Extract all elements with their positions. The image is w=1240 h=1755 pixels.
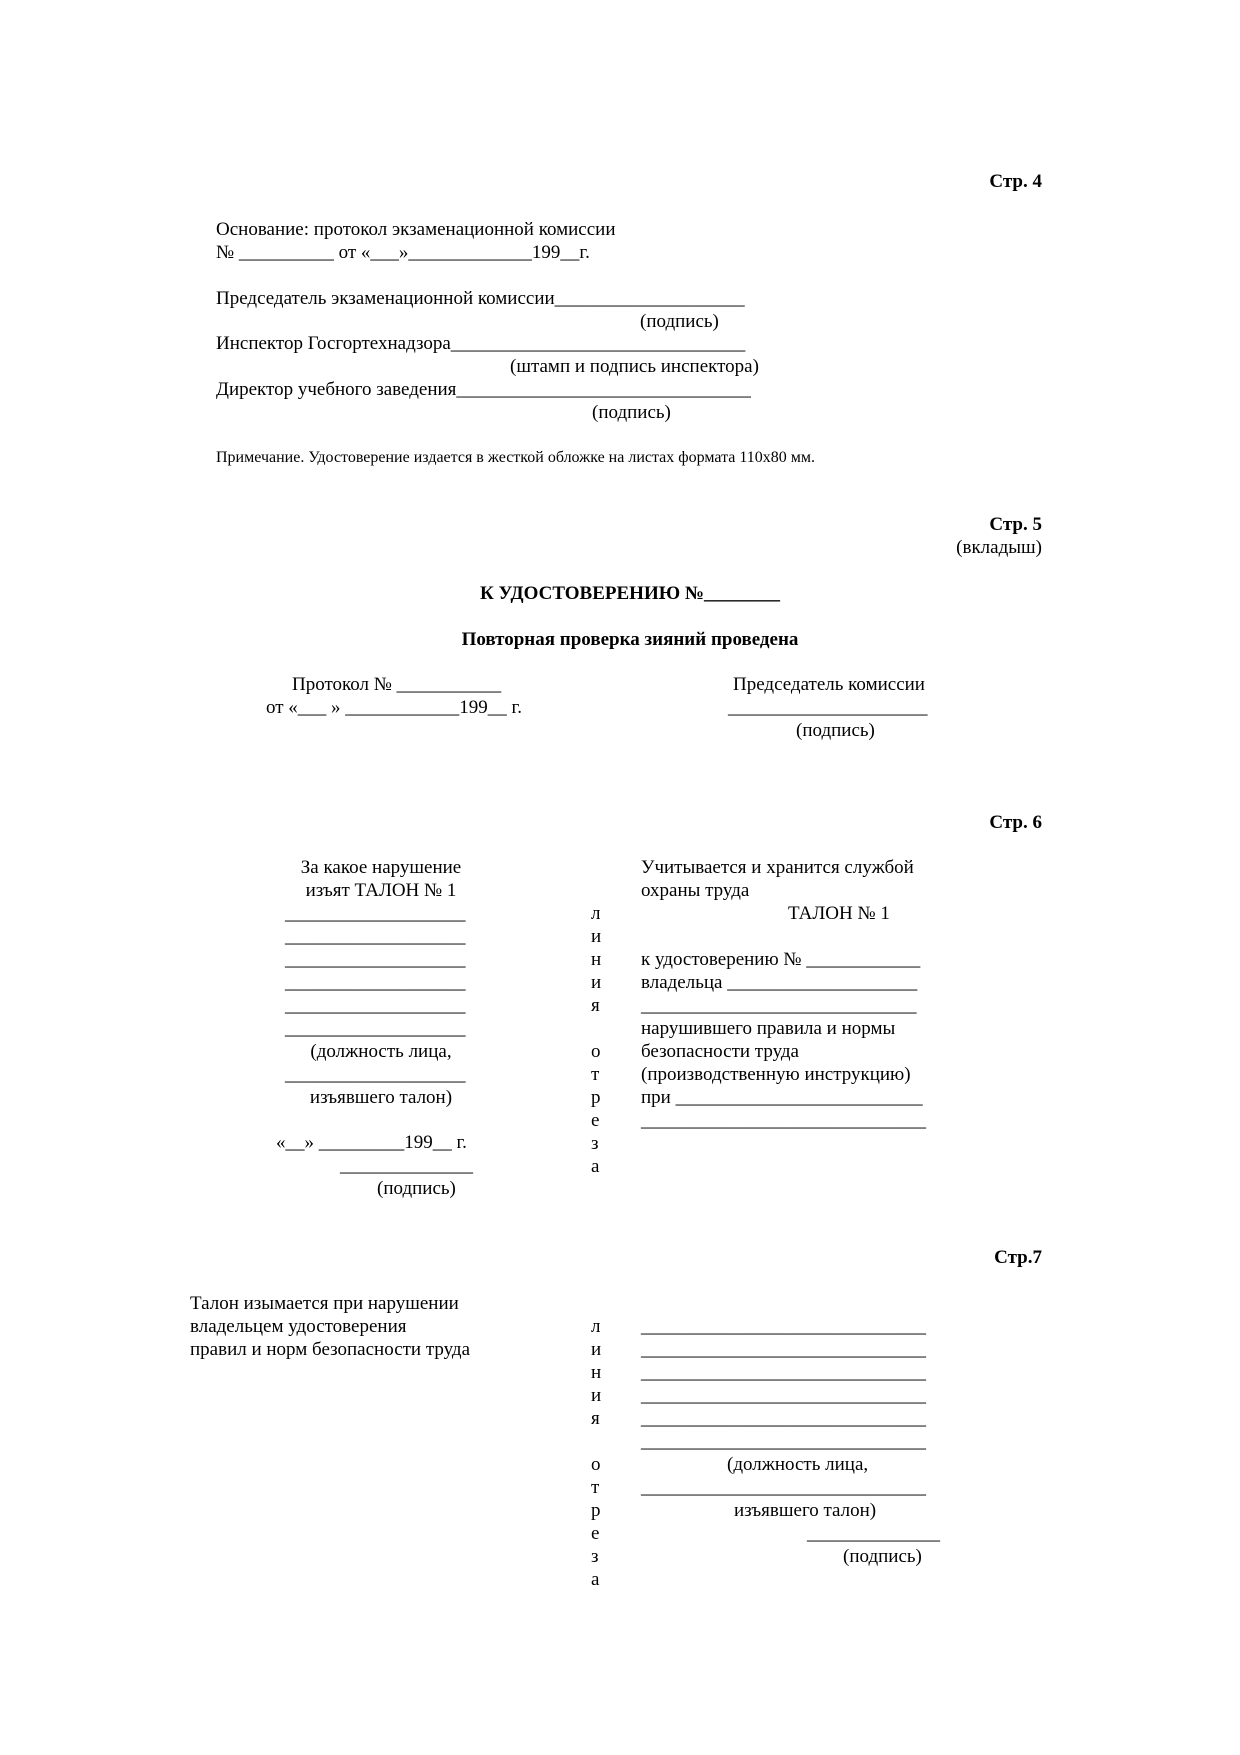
page5-subheading: (вкладыш) — [956, 537, 1042, 558]
cut-line-marker — [591, 1315, 611, 1591]
page4-heading: Стр. 4 — [989, 171, 1042, 192]
page7-right-blank: ______________________________ — [641, 1385, 926, 1406]
talon-left-blank: ___________________ — [285, 926, 466, 947]
page7-right-blank: ______________________________ — [641, 1362, 926, 1383]
cut-letter: з — [591, 1546, 599, 1567]
talon-left-blank: ___________________ — [285, 1064, 466, 1085]
cut-letter: р — [591, 1500, 601, 1521]
cut-letter: а — [591, 1569, 600, 1590]
page7-right-sign-line: ______________ — [807, 1523, 940, 1544]
page7-right-caption-1: (должность лица, — [727, 1454, 869, 1475]
chairman-line: Председатель экзаменационной комиссии____________________ — [216, 288, 745, 309]
chair-line-2: _____________________ — [728, 697, 928, 718]
talon-left-blank: ___________________ — [285, 949, 466, 970]
cut-letter: я — [591, 995, 600, 1016]
chairman-caption: (подпись) — [640, 311, 719, 332]
cut-letter: т — [591, 1477, 600, 1498]
page5-heading: Стр. 5 — [989, 514, 1042, 535]
page5-title: К УДОСТОВЕРЕНИЮ №________ — [480, 583, 780, 604]
talon-right-cert: к удостоверению № ____________ — [641, 949, 921, 970]
chair-line-1: Председатель комиссии — [733, 674, 925, 695]
talon-left-line-1: За какое нарушение — [300, 857, 462, 878]
cut-letter: л — [591, 903, 601, 924]
cut-line-marker — [591, 902, 611, 1178]
cut-letter: р — [591, 1087, 601, 1108]
talon-right-at: при __________________________ — [641, 1087, 923, 1108]
page7-right-caption-2: изъявшего талон) — [734, 1500, 877, 1521]
cut-letter: е — [591, 1110, 600, 1131]
inspector-line: Инспектор Госгортехнадзора_______________________________ — [216, 333, 746, 354]
note-text: Примечание. Удостоверение издается в жесткой обложке на листах формата 110х80 мм. — [216, 449, 816, 466]
cut-letter: л — [591, 1316, 601, 1337]
page7-left-line-1: Талон изымается при нарушении — [190, 1293, 459, 1314]
cut-letter: т — [591, 1064, 600, 1085]
page6-heading: Стр. 6 — [989, 812, 1042, 833]
cut-letter: о — [591, 1041, 601, 1062]
page7-heading: Стр.7 — [994, 1247, 1042, 1268]
basis-line-1: Основание: протокол экзаменационной комиссии — [216, 219, 616, 240]
cut-letter: о — [591, 1454, 601, 1475]
talon-left-date: «__» _________199__ г. — [276, 1132, 467, 1153]
talon-left-blank: ___________________ — [285, 972, 466, 993]
talon-left-line-2: изъят ТАЛОН № 1 — [305, 880, 457, 901]
talon-right-line-2: охраны труда — [641, 880, 750, 901]
cut-letter — [591, 1430, 611, 1453]
talon-left-caption-2: изъявшего талон) — [309, 1087, 453, 1108]
page7-right-blank: ______________________________ — [641, 1408, 926, 1429]
cut-letter — [591, 1017, 611, 1040]
page7-right-blank: ______________________________ — [641, 1339, 926, 1360]
page7-right-blank: ______________________________ — [641, 1316, 926, 1337]
cut-letter: з — [591, 1133, 599, 1154]
talon-right-line-1: Учитывается и хранится службой — [641, 857, 914, 878]
protocol-line-1: Протокол № ___________ — [292, 674, 502, 695]
page7-left-line-2: владельцем удостоверения — [190, 1316, 407, 1337]
talon-left-caption-1: (должность лица, — [310, 1041, 452, 1062]
cut-letter: и — [591, 926, 602, 947]
inspector-caption: (штамп и подпись инспектора) — [510, 356, 759, 377]
cut-letter: и — [591, 1339, 602, 1360]
page7-right-blank: ______________________________ — [641, 1477, 926, 1498]
cut-letter: н — [591, 1362, 602, 1383]
talon-right-violated-3: (производственную инструкцию) — [641, 1064, 911, 1085]
talon-right-violated-1: нарушившего правила и нормы — [641, 1018, 896, 1039]
cut-letter: н — [591, 949, 602, 970]
protocol-line-2: от «___ » ____________199__ г. — [266, 697, 522, 718]
talon-right-owner: владельца ____________________ — [641, 972, 918, 993]
director-caption: (подпись) — [592, 402, 671, 423]
page5-subtitle: Повторная проверка зияний проведена — [461, 629, 799, 650]
talon-right-at-blank: ______________________________ — [641, 1110, 926, 1131]
talon-right-violated-2: безопасности труда — [641, 1041, 799, 1062]
talon-left-blank: ___________________ — [285, 903, 466, 924]
chair-caption: (подпись) — [796, 720, 875, 741]
talon-left-sign-line: ______________ — [340, 1155, 473, 1176]
talon-left-blank: ___________________ — [285, 1018, 466, 1039]
page7-right-sign-caption: (подпись) — [843, 1546, 922, 1567]
director-line: Директор учебного заведения_______________________________ — [216, 379, 751, 400]
cut-letter: е — [591, 1523, 600, 1544]
cut-letter: и — [591, 972, 602, 993]
talon-left-blank: ___________________ — [285, 995, 466, 1016]
cut-letter: и — [591, 1385, 602, 1406]
page7-left-line-3: правил и норм безопасности труда — [190, 1339, 471, 1360]
cut-letter: а — [591, 1156, 600, 1177]
talon-left-sign-caption: (подпись) — [377, 1178, 456, 1199]
cut-letter: я — [591, 1408, 600, 1429]
talon-right-title: ТАЛОН № 1 — [788, 903, 890, 924]
talon-right-owner-blank: _____________________________ — [641, 995, 917, 1016]
basis-line-2: № __________ от «___»_____________199__г. — [216, 242, 590, 263]
page7-right-blank: ______________________________ — [641, 1431, 926, 1452]
